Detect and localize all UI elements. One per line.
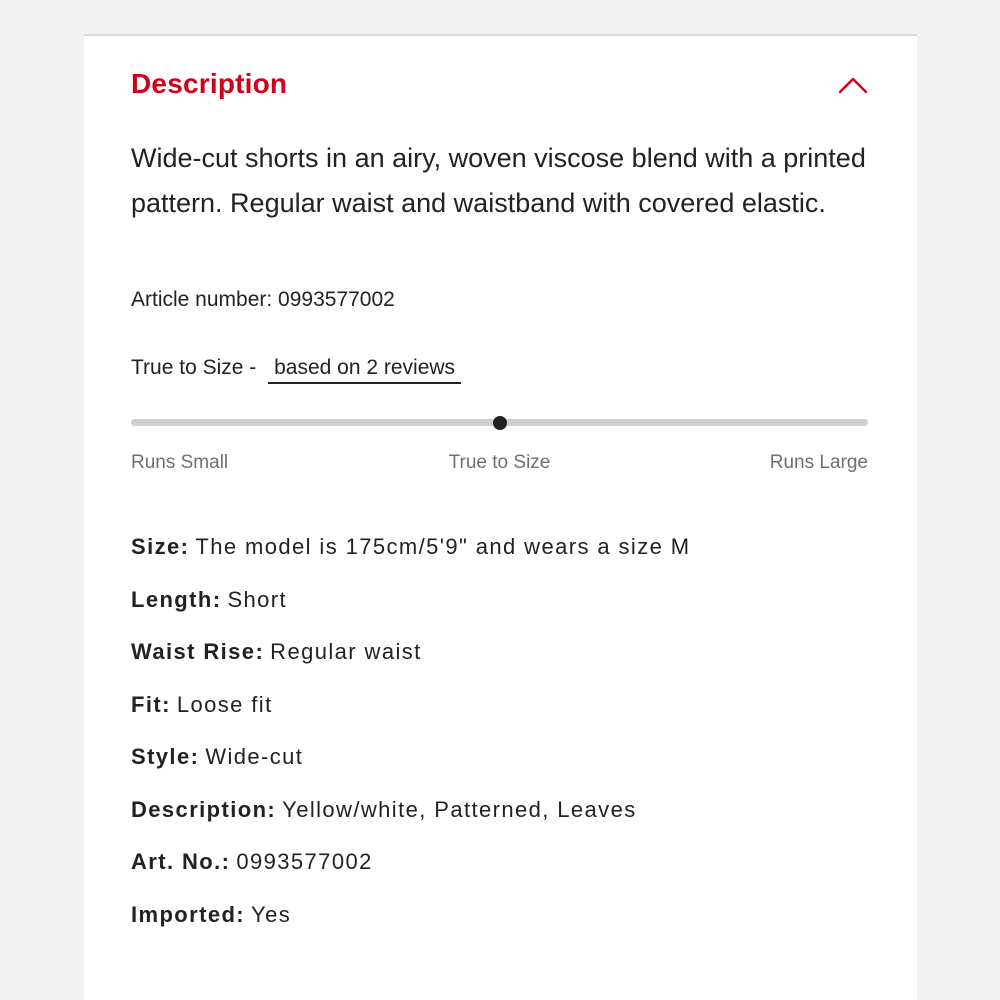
article-number: Article number: 0993577002 xyxy=(131,288,395,311)
detail-value: Wide-cut xyxy=(205,744,304,769)
detail-key: Size: xyxy=(131,534,190,559)
detail-key: Art. No.: xyxy=(131,849,231,874)
scale-label-true-to-size: True to Size xyxy=(448,452,551,473)
detail-value: 0993577002 xyxy=(236,849,373,874)
detail-key: Style: xyxy=(131,744,200,769)
fit-label: True to Size - xyxy=(131,356,263,379)
section-title: Description xyxy=(131,68,288,99)
detail-value: Yellow/white, Patterned, Leaves xyxy=(282,796,637,822)
detail-description xyxy=(131,797,871,850)
detail-length xyxy=(131,587,871,640)
detail-value: Loose fit xyxy=(176,691,273,717)
fit-summary xyxy=(131,356,461,384)
detail-art-no xyxy=(131,849,871,902)
detail-key: Fit: xyxy=(131,691,171,717)
detail-waist-rise xyxy=(131,639,871,692)
product-details-list xyxy=(131,534,871,954)
accordion-header[interactable] xyxy=(131,68,869,108)
detail-size xyxy=(131,534,871,587)
fit-scale-indicator xyxy=(493,416,507,430)
detail-value: Regular waist xyxy=(270,639,422,664)
chevron-up-icon[interactable] xyxy=(837,72,869,100)
product-description: Wide-cut shorts in an airy, woven viscose blend with a printed pattern. Regular waist and waistband with covered elastic. xyxy=(131,143,866,218)
reviews-link[interactable]: based on 2 reviews xyxy=(268,356,461,384)
scale-label-runs-small: Runs Small xyxy=(131,452,229,473)
detail-style xyxy=(131,744,871,797)
detail-imported xyxy=(131,902,871,955)
fit-scale xyxy=(131,416,868,430)
scale-label-runs-large: Runs Large xyxy=(769,452,868,473)
detail-key: Description: xyxy=(131,796,277,822)
description-panel xyxy=(84,34,917,1000)
detail-key: Waist Rise: xyxy=(131,639,265,664)
detail-value: Yes xyxy=(251,901,292,927)
detail-key: Length: xyxy=(131,586,222,612)
detail-value: Short xyxy=(227,586,288,612)
detail-fit xyxy=(131,692,871,745)
fit-scale-labels xyxy=(131,452,868,478)
detail-key: Imported: xyxy=(131,901,246,927)
detail-value: The model is 175cm/5'9" and wears a size M xyxy=(195,534,691,559)
